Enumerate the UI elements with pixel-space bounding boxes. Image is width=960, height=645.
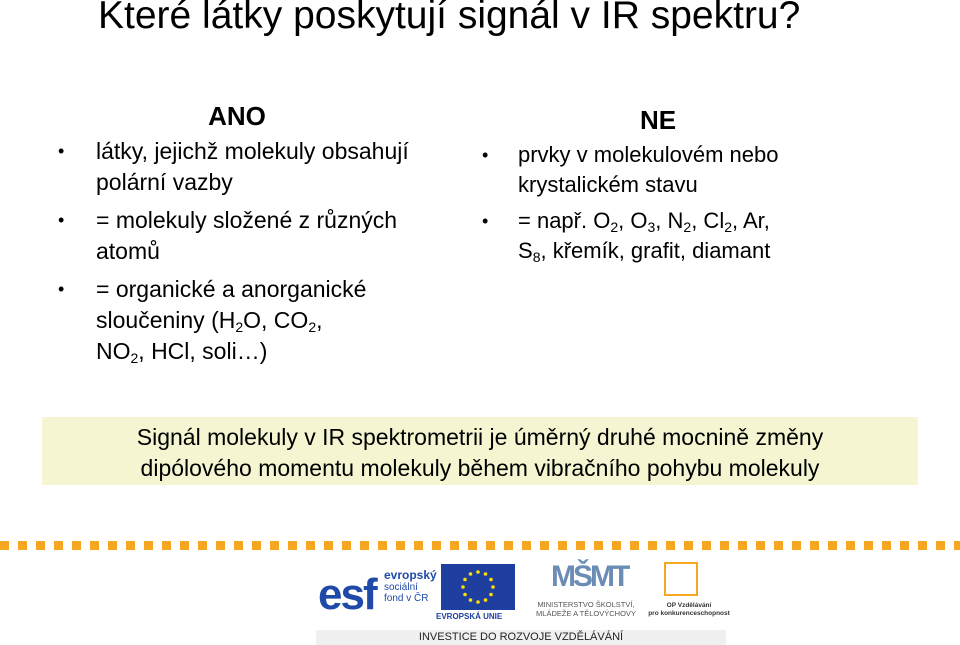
eu-star bbox=[476, 600, 480, 604]
signal-note-box bbox=[42, 417, 918, 485]
msmt-text: MINISTERSTVO ŠKOLSTVÍ, MLÁDEŽE A TĚLOVÝCHOVY bbox=[536, 600, 636, 618]
msmt-mark: MŠMT bbox=[551, 560, 628, 593]
ano-item-compounds: • = organické a anorganické sloučeniny ($H_2O$, $CO_2$, $NO_2$, HCl, soli…) bbox=[58, 276, 367, 366]
dashed-divider bbox=[0, 541, 960, 550]
op-text: OP Vzdělávání pro konkurenceschopnost bbox=[648, 602, 730, 617]
op-box-icon bbox=[664, 562, 698, 596]
eu-star bbox=[461, 585, 465, 589]
signal-line-2: dipólového momentu molekuly během vibračního pohybu molekuly bbox=[140, 455, 820, 481]
eu-label: EVROPSKÁ UNIE bbox=[436, 612, 503, 621]
esf-text: evropský sociální fond v ČR bbox=[384, 568, 437, 604]
eu-star bbox=[463, 578, 467, 582]
esf-logo bbox=[316, 562, 436, 624]
eu-star bbox=[489, 593, 493, 597]
ne-list bbox=[478, 140, 898, 266]
eu-star bbox=[489, 578, 493, 582]
ano-list bbox=[52, 136, 412, 367]
investice-banner: INVESTICE DO ROZVOJE VZDĚLÁVÁNÍ bbox=[316, 630, 726, 645]
ne-item-elements: • prvky v molekulovém nebo krystalickém stavu bbox=[482, 142, 779, 197]
ano-item-polar-bonds: • látky, jejichž molekuly obsahují polární vazby bbox=[58, 138, 409, 195]
ne-heading: NE bbox=[639, 105, 677, 135]
bullet-icon: • bbox=[482, 211, 489, 231]
ne-item-examples: • = např. $O_2$, $O_3$, $N_2$, $Cl_2$, Ar, $S_8$, křemík, grafit, diamant bbox=[482, 208, 771, 265]
ano-item-different-atoms: • = molekuly složené z různých atomů bbox=[58, 207, 398, 264]
bullet-icon: • bbox=[482, 145, 489, 165]
esf-mark: esf bbox=[318, 570, 376, 619]
eu-flag-icon bbox=[441, 564, 515, 610]
eu-star bbox=[463, 593, 467, 597]
eu-star bbox=[476, 570, 480, 574]
eu-star bbox=[484, 572, 488, 576]
bullet-icon: • bbox=[58, 210, 65, 230]
bullet-icon: • bbox=[58, 141, 65, 161]
slide-title: Které látky poskytují signál v IR spektru? bbox=[98, 0, 801, 37]
eu-star bbox=[491, 585, 495, 589]
op-logo bbox=[646, 562, 730, 626]
signal-line-1: Signál molekuly v IR spektrometrii je úměrný druhé mocnině změny bbox=[136, 424, 824, 450]
eu-star bbox=[469, 598, 473, 602]
ano-column bbox=[52, 101, 412, 374]
msmt-logo bbox=[521, 560, 641, 624]
eu-star bbox=[469, 572, 473, 576]
ano-heading: ANO bbox=[208, 101, 266, 131]
ne-column bbox=[478, 105, 898, 272]
bullet-icon: • bbox=[58, 279, 65, 299]
footer-logos bbox=[316, 560, 730, 645]
eu-star bbox=[484, 598, 488, 602]
